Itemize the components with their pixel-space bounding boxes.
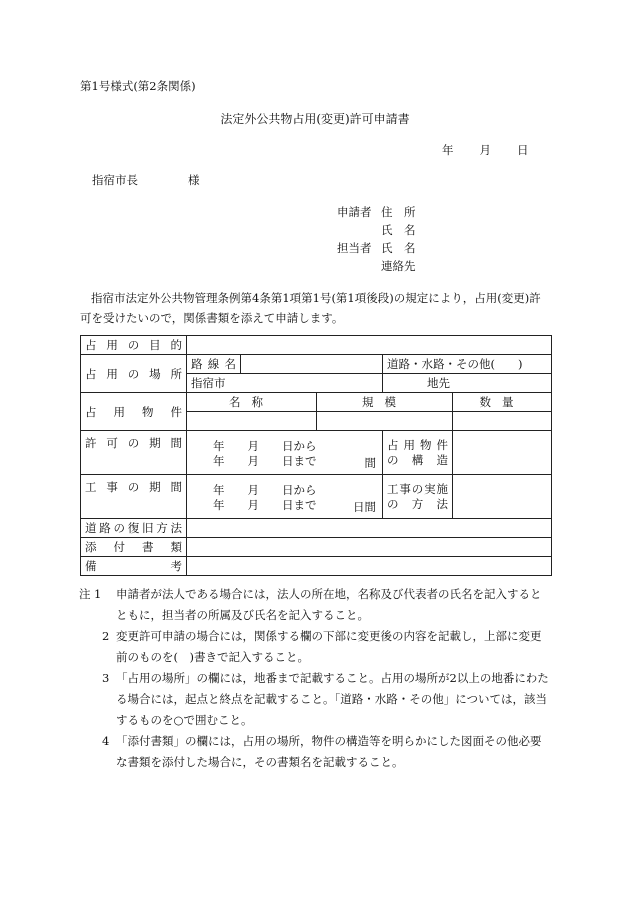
addressee — [92, 173, 200, 187]
restore-label: 道路の復旧方法 — [81, 519, 187, 538]
col-qty-header: 数量 — [453, 393, 552, 412]
date-day: 日 — [517, 143, 529, 157]
notes-head: 注 — [79, 587, 91, 601]
applicant-address-label: 住 所 — [381, 205, 416, 219]
applicant-role: 申請者 — [337, 205, 372, 219]
purpose-field[interactable] — [187, 336, 552, 355]
attach-label: 添付書類 — [81, 538, 187, 557]
remarks-field[interactable] — [187, 557, 552, 576]
date-month: 月 — [479, 143, 491, 157]
work-period-label: 工事の期間 — [81, 475, 187, 519]
contact-person-name-label: 氏 名 — [381, 241, 416, 255]
object-qty-field[interactable] — [453, 412, 552, 431]
notes-section — [80, 584, 552, 773]
route-name-field[interactable] — [241, 355, 383, 374]
object-name-field[interactable] — [187, 412, 317, 431]
intro-paragraph: 指宿市法定外公共物管理条例第4条第1項第1号(第1項後段)の規定により，占用(変更)許可を受けたいので，関係書類を添えて申請します。 — [80, 291, 541, 325]
date-year: 年 — [442, 143, 454, 157]
city-field[interactable]: 指宿市 — [187, 374, 383, 393]
method-field[interactable] — [453, 475, 552, 519]
remarks-label: 備考 — [81, 557, 187, 576]
row-remarks — [81, 557, 552, 576]
note-3: 3 「占用の場所」の欄には，地番まで記載すること。占用の場所が2以上の地番にわたる場合には，起点と終点を記載すること。「道路・水路・その他」については，該当するものを○で囲むこと。 — [102, 671, 549, 727]
document-title: 法定外公共物占用(変更)許可申請書 — [220, 112, 410, 126]
addressee-name: 指宿市長 — [92, 173, 138, 187]
permit-period-field[interactable]: 年 月 日から 年 月 日まで 間 — [187, 431, 383, 475]
object-scale-field[interactable] — [317, 412, 453, 431]
method-label: 工事の実施 の方法 — [383, 475, 453, 519]
location-label: 占用の場所 — [81, 355, 187, 393]
lot-field[interactable]: 地先 — [383, 374, 552, 393]
purpose-label: 占用の目的 — [81, 336, 187, 355]
structure-label: 占用物件 の構造 — [383, 431, 453, 475]
work-period-field[interactable]: 年 月 日から 年 月 日まで 日間 — [187, 475, 383, 519]
row-permit-period — [81, 431, 552, 475]
row-restore — [81, 519, 552, 538]
contact-info-label: 連絡先 — [381, 259, 416, 273]
form-id: 第1号様式(第2条関係) — [80, 79, 196, 93]
addressee-honorific: 様 — [188, 173, 200, 187]
permit-period-label: 許可の期間 — [81, 431, 187, 475]
application-table — [80, 335, 552, 576]
attach-field[interactable] — [187, 538, 552, 557]
note-2: 2 変更許可申請の場合には，関係する欄の下部に変更後の内容を記載し，上部に変更前のものを( )書きで記入すること。 — [102, 629, 542, 664]
applicant-block — [337, 203, 467, 275]
object-label: 占用物件 — [81, 393, 187, 431]
restore-field[interactable] — [187, 519, 552, 538]
contact-person-role: 担当者 — [337, 241, 372, 255]
date-line — [442, 143, 529, 157]
structure-field[interactable] — [453, 431, 552, 475]
note-4: 4 「添付書類」の欄には，占用の場所，物件の構造等を明らかにした図面その他必要な書類を添付した場合に，その書類名を記載すること。 — [102, 734, 542, 769]
row-attach — [81, 538, 552, 557]
road-type-field[interactable]: 道路・水路・その他( ) — [383, 355, 552, 374]
row-work-period — [81, 475, 552, 519]
row-object-1 — [81, 393, 552, 412]
row-purpose — [81, 336, 552, 355]
row-location-1 — [81, 355, 552, 374]
col-name-header: 名称 — [187, 393, 317, 412]
route-name-label: 路線名 — [187, 355, 241, 374]
applicant-name-label: 氏 名 — [381, 223, 416, 237]
col-scale-header: 規模 — [317, 393, 453, 412]
note-1: 注 1 申請者が法人である場合には，法人の所在地，名称及び代表者の氏名を記入するとともに，担当者の所属及び氏名を記入すること。 — [80, 584, 552, 626]
